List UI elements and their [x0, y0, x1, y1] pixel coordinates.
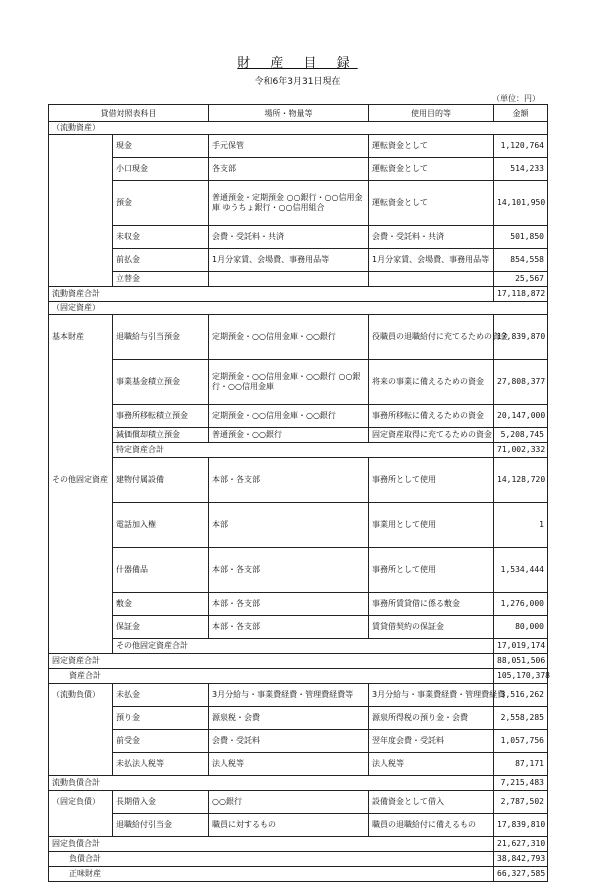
item-name: 建物付属設備: [113, 458, 209, 503]
subtotal-row: [49, 443, 548, 458]
table-row: [49, 616, 548, 639]
header-amount: 金額: [494, 105, 548, 122]
item-location: 会費・受託料: [209, 730, 369, 753]
item-purpose: 事務所として使用: [369, 458, 494, 503]
item-purpose: 役職員の退職給付に充てるための資金: [369, 315, 494, 360]
table-row: [49, 458, 548, 503]
item-name: 未払法人税等: [113, 753, 209, 776]
item-amount: 3,516,262: [494, 684, 548, 707]
item-purpose: 運転資金として: [369, 181, 494, 226]
document-date: 令和6年3月31日現在: [254, 77, 341, 87]
header-row: [49, 105, 548, 122]
item-name: 電話加入権: [113, 503, 209, 548]
item-purpose: 翌年度会費・受託料: [369, 730, 494, 753]
net-assets-amount: 66,327,585: [494, 867, 548, 882]
net-assets-label: 正味財産: [49, 867, 494, 882]
item-amount: 1: [494, 503, 548, 548]
item-purpose: 3月分給与・事業費経費・管理費経費: [369, 684, 494, 707]
item-location: [209, 272, 369, 287]
item-name: 前受金: [113, 730, 209, 753]
item-amount: 17,839,810: [494, 814, 548, 837]
subtotal-amount: 88,051,506: [494, 654, 548, 669]
item-amount: 14,128,720: [494, 458, 548, 503]
table-row: [49, 135, 548, 158]
item-amount: 854,558: [494, 249, 548, 272]
item-location: 各支部: [209, 158, 369, 181]
item-name: 前払金: [113, 249, 209, 272]
item-purpose: 賃貸借契約の保証金: [369, 616, 494, 639]
item-location: 定期預金・○○信用金庫・○○銀行: [209, 405, 369, 428]
table-row: [49, 405, 548, 428]
item-purpose: 1月分家賃、会場費、事務用品等: [369, 249, 494, 272]
item-location: 本部: [209, 503, 369, 548]
liabilities-total-amount: 38,842,793: [494, 852, 548, 867]
item-location: 法人税等: [209, 753, 369, 776]
item-name: 預り金: [113, 707, 209, 730]
item-purpose: 職員の退職給付に備えるもの: [369, 814, 494, 837]
total-row: [49, 852, 548, 867]
item-name: 預金: [113, 181, 209, 226]
item-purpose: [369, 272, 494, 287]
item-name: 什器備品: [113, 548, 209, 593]
subtotal-label: その他固定資産合計: [113, 639, 494, 654]
subtotal-row: [49, 287, 548, 302]
subtotal-row: [49, 654, 548, 669]
item-location: ○○銀行: [209, 791, 369, 814]
item-location: 本部・各支部: [209, 616, 369, 639]
header-location: 場所・物量等: [209, 105, 369, 122]
table-row: [49, 707, 548, 730]
group-label: その他固定資産: [49, 458, 113, 503]
item-location: 手元保管: [209, 135, 369, 158]
unit-label: （単位：円）: [492, 94, 540, 103]
header-purpose: 使用目的等: [369, 105, 494, 122]
section-label: （固定資産）: [49, 302, 548, 315]
table-row: [49, 593, 548, 616]
table-row: [49, 360, 548, 405]
table-row: [49, 226, 548, 249]
table-row: [49, 684, 548, 707]
assets-total-amount: 105,170,378: [494, 669, 548, 684]
item-amount: 14,101,950: [494, 181, 548, 226]
item-location: 定期預金・○○信用金庫・○○銀行 ○○銀行・○○信用金庫: [209, 360, 369, 405]
item-purpose: 事務所移転に備えるための資金: [369, 405, 494, 428]
item-location: 本部・各支部: [209, 593, 369, 616]
item-amount: 1,120,764: [494, 135, 548, 158]
item-purpose: 将来の事業に備えるための資金: [369, 360, 494, 405]
item-purpose: 事業用として使用: [369, 503, 494, 548]
item-name: 長期借入金: [113, 791, 209, 814]
item-amount: 5,208,745: [494, 428, 548, 443]
item-name: 退職給与引当預金: [113, 315, 209, 360]
item-amount: 27,808,377: [494, 360, 548, 405]
table-row: [49, 730, 548, 753]
item-purpose: 固定資産取得に充てるための資金: [369, 428, 494, 443]
item-purpose: 事務所として使用: [369, 548, 494, 593]
item-amount: 1,534,444: [494, 548, 548, 593]
section-row: [49, 122, 548, 135]
property-inventory-table: [48, 104, 548, 882]
table-row: [49, 814, 548, 837]
item-name: 現金: [113, 135, 209, 158]
table-row: [49, 503, 548, 548]
table-row: [49, 753, 548, 776]
header-item: 貸借対照表科目: [49, 105, 209, 122]
item-amount: 514,233: [494, 158, 548, 181]
item-amount: 501,850: [494, 226, 548, 249]
item-location: 普通預金・定期預金 ○○銀行・○○信用金庫 ゆうちょ銀行・○○信用組合: [209, 181, 369, 226]
subtotal-amount: 71,002,332: [494, 443, 548, 458]
item-amount: 2,787,502: [494, 791, 548, 814]
assets-total-label: 資産合計: [49, 669, 494, 684]
table-row: [49, 272, 548, 287]
subtotal-amount: 7,215,483: [494, 776, 548, 791]
item-name: 未収金: [113, 226, 209, 249]
total-row: [49, 867, 548, 882]
item-name: 敷金: [113, 593, 209, 616]
item-name: 小口現金: [113, 158, 209, 181]
subtotal-label: 固定負債合計: [49, 837, 494, 852]
table-row: [49, 249, 548, 272]
item-location: 職員に対するもの: [209, 814, 369, 837]
section-label: （流動資産）: [49, 122, 548, 135]
subtotal-label: 特定資産合計: [113, 443, 494, 458]
item-amount: 17,839,870: [494, 315, 548, 360]
item-amount: 20,147,000: [494, 405, 548, 428]
document-title: 財 産 目 録: [237, 56, 358, 71]
section-label: （固定負債）: [49, 791, 113, 814]
item-purpose: 会費・受託料・共済: [369, 226, 494, 249]
item-name: 事業基金積立預金: [113, 360, 209, 405]
table-row: [49, 315, 548, 360]
item-name: 立替金: [113, 272, 209, 287]
item-location: 1月分家賃、会場費、事務用品等: [209, 249, 369, 272]
item-amount: 2,558,285: [494, 707, 548, 730]
subtotal-amount: 21,627,310: [494, 837, 548, 852]
item-name: 退職給付引当金: [113, 814, 209, 837]
item-location: 源泉税・会費: [209, 707, 369, 730]
subtotal-amount: 17,019,174: [494, 639, 548, 654]
subtotal-label: 流動資産合計: [49, 287, 494, 302]
table-row: [49, 548, 548, 593]
item-location: 定期預金・○○信用金庫・○○銀行: [209, 315, 369, 360]
subtotal-label: 流動負債合計: [49, 776, 494, 791]
item-amount: 87,171: [494, 753, 548, 776]
item-location: 普通預金・○○銀行: [209, 428, 369, 443]
subtotal-row: [49, 776, 548, 791]
section-row: [49, 302, 548, 315]
table-row: [49, 181, 548, 226]
item-amount: 25,567: [494, 272, 548, 287]
item-purpose: 運転資金として: [369, 158, 494, 181]
item-name: 未払金: [113, 684, 209, 707]
item-purpose: 運転資金として: [369, 135, 494, 158]
subtotal-amount: 17,118,872: [494, 287, 548, 302]
total-row: [49, 669, 548, 684]
item-purpose: 源泉所得税の預り金・会費: [369, 707, 494, 730]
item-location: 3月分給与・事業費経費・管理費経費等: [209, 684, 369, 707]
item-name: 減価償却積立預金: [113, 428, 209, 443]
subtotal-row: [49, 837, 548, 852]
item-amount: 1,276,000: [494, 593, 548, 616]
item-amount: 80,000: [494, 616, 548, 639]
item-location: 会費・受託料・共済: [209, 226, 369, 249]
item-location: 本部・各支部: [209, 548, 369, 593]
item-purpose: 事務所賃貸借に係る敷金: [369, 593, 494, 616]
liabilities-total-label: 負債合計: [49, 852, 494, 867]
table-row: [49, 158, 548, 181]
subtotal-row: [49, 639, 548, 654]
subtotal-label: 固定資産合計: [49, 654, 494, 669]
item-amount: 1,057,756: [494, 730, 548, 753]
table-row: [49, 791, 548, 814]
table-row: [49, 428, 548, 443]
section-label: （流動負債）: [49, 684, 113, 707]
item-purpose: 法人税等: [369, 753, 494, 776]
item-name: 事務所移転積立預金: [113, 405, 209, 428]
group-label: 基本財産: [49, 315, 113, 360]
item-name: 保証金: [113, 616, 209, 639]
item-location: 本部・各支部: [209, 458, 369, 503]
item-purpose: 設備資金として借入: [369, 791, 494, 814]
